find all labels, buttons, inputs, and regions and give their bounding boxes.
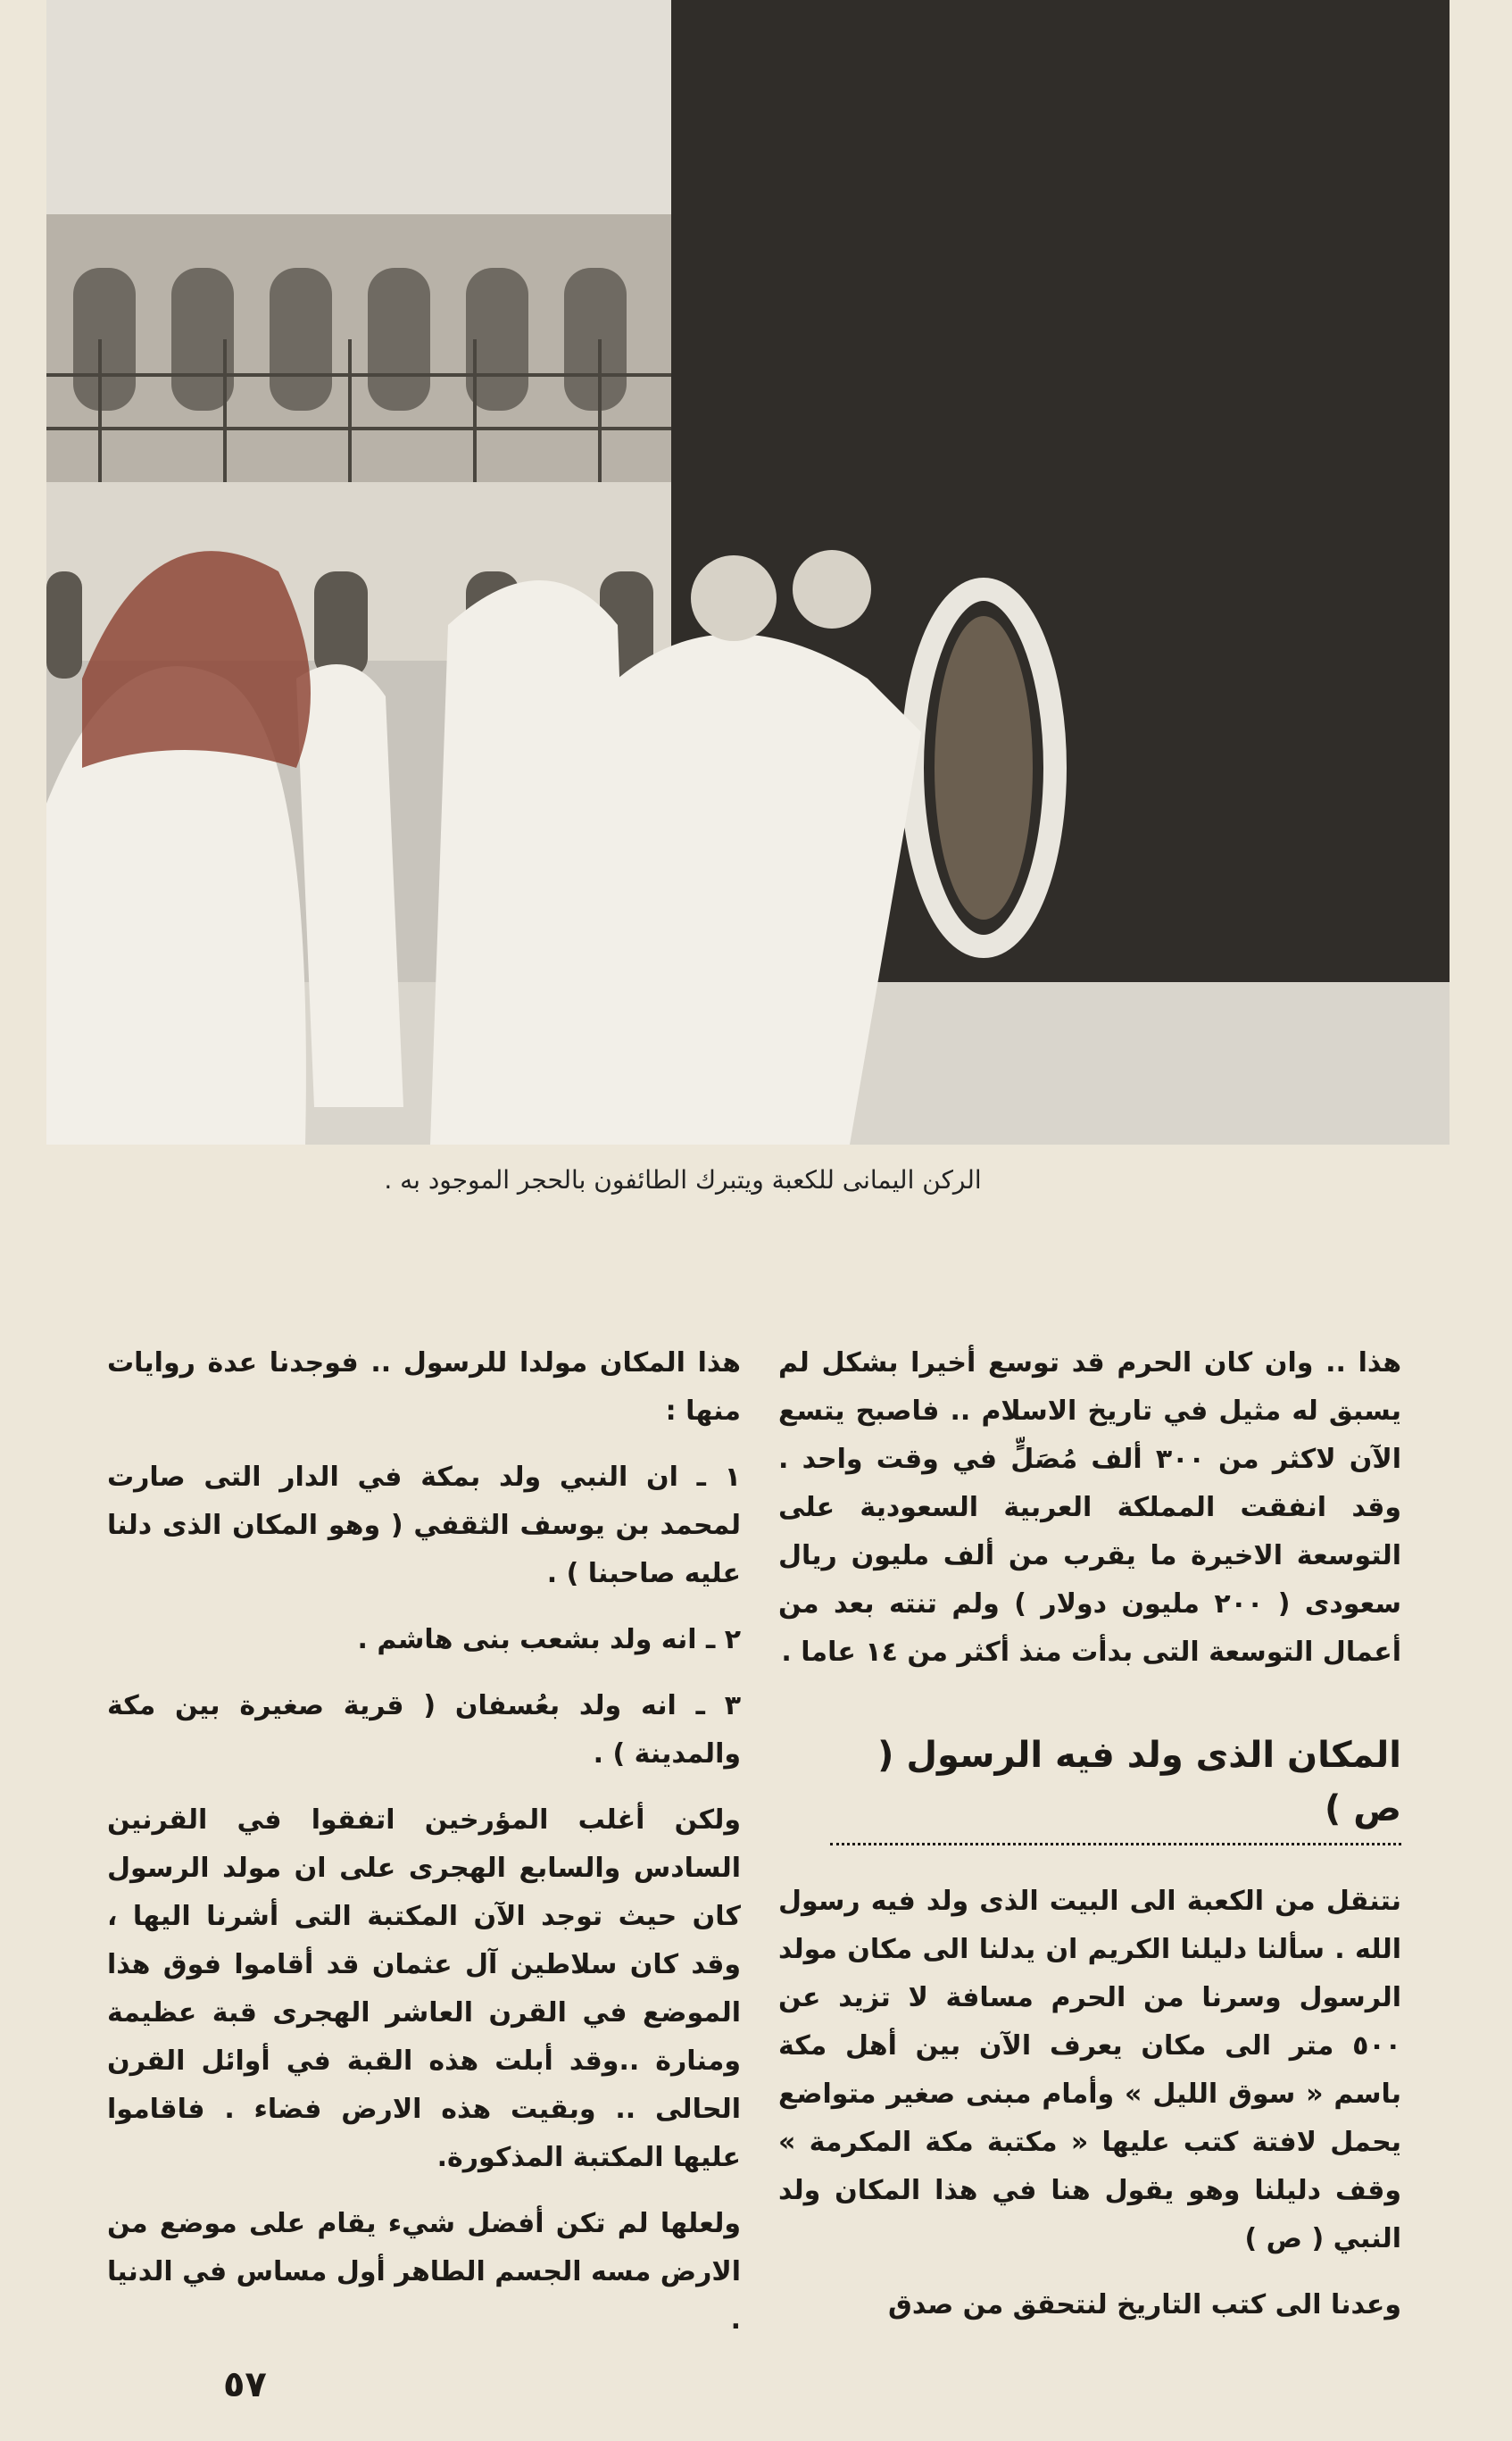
left-column [107,1339,741,2362]
right-paragraph-1: هذا .. وان كان الحرم قد توسع أخيرا بشكل لم يسبق له مثيل في تاريخ الاسلام .. فاصبح يتسع الآن لاكثر من ٣٠٠ ألف مُصَلٍّ في وقت واحد . وقد انفقت المملكة العربية السعودية على التوسعة الاخيرة ما يقرب من ألف مليون ريال سعودى ( ٢٠٠ مليون دولار ) ولم تنته بعد من أعمال التوسعة التى بدأت منذ أكثر من ١٤ عاما . [778,1347,1401,1668]
left-paragraph-4: ٣ ـ انه ولد بعُسفان ( قرية صغيرة بين مكة والمدينة ) . [107,1690,741,1770]
kaaba-photo [46,0,1450,1145]
left-paragraph-2: ١ ـ ان النبي ولد بمكة في الدار التى صارت لمحمد بن يوسف الثقفي ( وهو المكان الذى دلنا عليه صاحبنا ) . [107,1462,741,1589]
right-paragraph-3: وعدنا الى كتب التاريخ لنتحقق من صدق [888,2289,1401,2320]
section-heading: المكان الذى ولد فيه الرسول ( ص ) [830,1729,1401,1845]
left-paragraph-1: هذا المكان مولدا للرسول .. فوجدنا عدة روايات منها : [107,1347,741,1427]
left-paragraph-3: ٢ ـ انه ولد بشعب بنى هاشم . [357,1624,741,1655]
right-paragraph-2: نتنقل من الكعبة الى البيت الذى ولد فيه رسول الله . سألنا دليلنا الكريم ان يدلنا الى مكان مولد الرسول وسرنا من الحرم مسافة لا تزيد عن ٥٠٠ متر الى مكان يعرف الآن بين أهل مكة باسم « سوق الليل » وأمام مبنى صغير متواضع يحمل لافتة كتب عليها « مكتبة مكة المكرمة » وقف دليلنا وهو يقول هنا في هذا المكان ولد النبي ( ص ) [778,1886,1401,2254]
photo-caption: الركن اليمانى للكعبة ويتبرك الطائفون بالحجر الموجود به . [384,1165,982,1195]
kaaba-photo-illustration [46,0,1450,1145]
left-paragraph-6: ولعلها لم تكن أفضل شيء يقام على موضع من الارض مسه الجسم الطاهر أول مساس في الدنيا . [107,2208,741,2336]
right-column [778,1339,1401,2347]
left-paragraph-5: ولكن أغلب المؤرخين اتفقوا في القرنين السادس والسابع الهجرى على ان مولد الرسول كان حيث توجد الآن المكتبة التى أشرنا اليها ، وقد كان سلاطين آل عثمان قد أقاموا فوق هذا الموضع في القرن العاشر الهجرى قبة عظيمة ومنارة ..وقد أبلت هذه القبة في أوائل القرن الحالى .. وبقيت هذه الارض فضاء . فاقاموا عليها المكتبة المذكورة. [107,1804,741,2173]
page-number: ٥٧ [223,2364,267,2405]
